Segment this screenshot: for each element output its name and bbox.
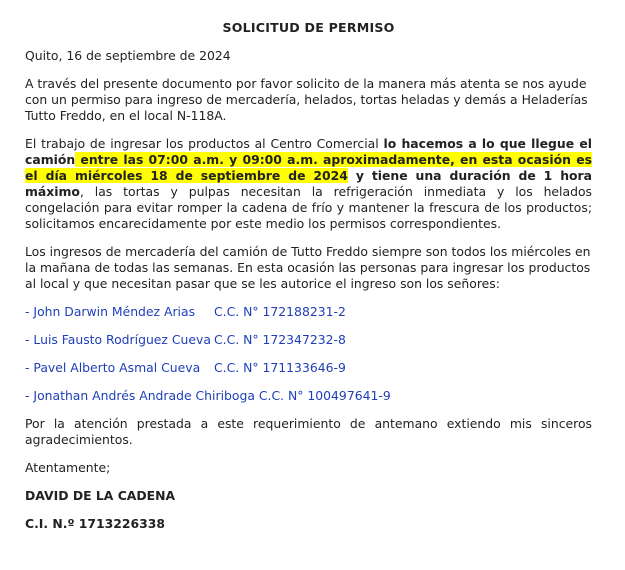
person-item <box>25 360 592 376</box>
people-list <box>25 304 592 404</box>
person-item <box>25 388 592 404</box>
schedule-text-intro: El trabajo de ingresar los productos al Centro Comercial <box>25 136 384 151</box>
signer-name: DAVID DE LA CADENA <box>25 488 176 503</box>
schedule-text-truck: lo hacemos a lo que llegue el camión <box>25 136 592 167</box>
person-id: C.C. N° 171133646-9 <box>214 360 346 375</box>
person-name: - Luis Fausto Rodríguez Cueva <box>25 332 211 347</box>
person-name: - Pavel Alberto Asmal Cueva <box>25 360 201 375</box>
document-date: Quito, 16 de septiembre de 2024 <box>25 48 231 63</box>
person-name: - Jonathan Andrés Andrade Chiriboga <box>25 388 255 403</box>
person-item <box>25 304 592 320</box>
paragraph-request: A través del presente documento por favor solicito de la manera más atenta se nos ayude con un permiso para ingreso de mercadería, helados, tortas heladas y demás a Heladerías Tutto Freddo, en el local N-118A. <box>25 76 588 123</box>
paragraph-thanks: Por la atención prestada a este requerimiento de antemano extiendo mis sinceros agradecimientos. <box>25 416 592 447</box>
person-id: C.C. N° 100497641-9 <box>258 388 391 403</box>
person-name: - John Darwin Méndez Arias <box>25 304 196 319</box>
paragraph-schedule <box>25 136 592 232</box>
person-item <box>25 332 592 348</box>
schedule-text-details: , las tortas y pulpas necesitan la refrigeración inmediata y los helados congelación para evitar romper la cadena de frío y mantener la frescura de los productos; solicitamos encarecidamente por este medio los permisos correspondientes. <box>25 184 592 231</box>
person-id: C.C. N° 172188231-2 <box>214 304 346 319</box>
document-title: SOLICITUD DE PERMISO <box>222 20 395 35</box>
schedule-text-duration: y tiene una duración de 1 hora máximo <box>25 168 592 199</box>
paragraph-weekly: Los ingresos de mercadería del camión de Tutto Freddo siempre son todos los miércoles en la mañana de todas las semanas. En esta ocasión las personas para ingresar los productos al local y que necesitan pasar que se les autorice el ingreso son los señores: <box>25 244 591 291</box>
document-page <box>25 20 592 532</box>
person-id: C.C. N° 172347232-8 <box>214 332 346 347</box>
schedule-text-highlight: entre las 07:00 a.m. y 09:00 a.m. aproximadamente, en esta ocasión es el día miércoles 18 de septiembre de 2024 <box>25 152 592 183</box>
signer-id: C.I. N.º 1713226338 <box>25 516 166 531</box>
closing-line: Atentamente; <box>25 460 111 475</box>
